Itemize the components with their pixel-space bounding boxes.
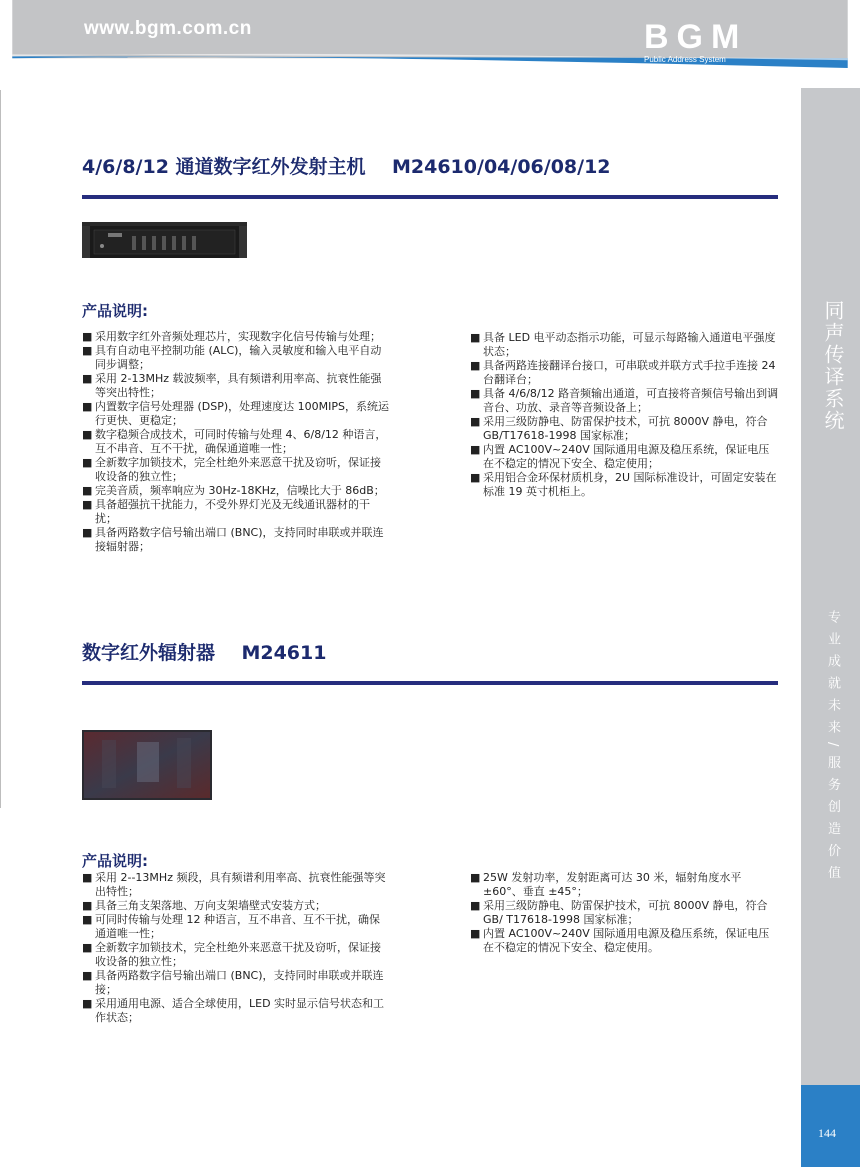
website-url[interactable]: www.bgm.com.cn bbox=[84, 18, 252, 39]
logo-text: BGM bbox=[644, 18, 748, 56]
list-item: ■ 具备两路数字信号输出端口 (BNC)，支持同时串联或并联连接； bbox=[82, 969, 390, 997]
transmitter-device-image bbox=[82, 222, 247, 262]
section1-subtitle: 产品说明: bbox=[82, 302, 148, 320]
list-item: ■ 数字稳频合成技术，可同时传输与处理 4、6/8/12 种语言，互不串音、互不干扰，确保通道唯一性； bbox=[82, 428, 390, 456]
list-item: ■ 内置 AC100V~240V 国际通用电源及稳压系统，保证电压在不稳定的情况下安全、稳定使用。 bbox=[470, 927, 780, 955]
section1-left-list bbox=[82, 330, 390, 554]
section1-rule bbox=[82, 195, 778, 199]
list-item: ■ 内置数字信号处理器 (DSP)，处理速度达 100MIPS，系统运行更快、更稳定； bbox=[82, 400, 390, 428]
logo-subtitle: Public Address System bbox=[644, 55, 726, 64]
list-item: ■ 具备 4/6/8/12 路音频输出通道，可直接将音频信号输出到调音台、功放、录音等音频设备上； bbox=[470, 387, 780, 415]
radiator-device-image bbox=[82, 730, 212, 800]
brand-logo bbox=[644, 18, 748, 64]
page-number: 144 bbox=[818, 1126, 836, 1140]
list-item: ■ 采用数字红外音频处理芯片，实现数字化信号传输与处理； bbox=[82, 330, 390, 344]
section2-right-list bbox=[470, 871, 780, 955]
list-item: ■ 采用三级防静电、防雷保护技术，可抗 8000V 静电，符合 GB/ T17618-1998 国家标准； bbox=[470, 899, 780, 927]
list-item: ■ 具备 LED 电平动态指示功能，可显示每路输入通道电平强度状态； bbox=[470, 331, 780, 359]
list-item: ■ 25W 发射功率，发射距离可达 30 米，辐射角度水平 ±60°、垂直 ±45°； bbox=[470, 871, 780, 899]
list-item: ■ 具有自动电平控制功能 (ALC)，输入灵敏度和输入电平自动同步调整； bbox=[82, 344, 390, 372]
list-item: ■ 采用三级防静电、防雷保护技术，可抗 8000V 静电，符合 GB/T17618-1998 国家标准； bbox=[470, 415, 780, 443]
section2-rule bbox=[82, 681, 778, 685]
list-item: ■ 具备两路连接翻译台接口，可串联或并联方式手拉手连接 24 台翻译台； bbox=[470, 359, 780, 387]
sidebar-title: 同声传译系统 bbox=[821, 300, 845, 432]
section2-left-list bbox=[82, 871, 390, 1025]
list-item: ■ 全新数字加锁技术，完全杜绝外来恶意干扰及窃听，保证接收设备的独立性； bbox=[82, 456, 390, 484]
list-item: ■ 全新数字加锁技术，完全杜绝外来恶意干扰及窃听，保证接收设备的独立性； bbox=[82, 941, 390, 969]
list-item: ■ 完美音质，频率响应为 30Hz-18KHz，信噪比大于 86dB； bbox=[82, 484, 390, 498]
section2-title: 数字红外辐射器 M24611 bbox=[82, 642, 327, 664]
list-item: ■ 具备三角支架落地、万向支架墙壁式安装方式； bbox=[82, 899, 390, 913]
list-item: ■ 可同时传输与处理 12 种语言，互不串音、互不干扰，确保通道唯一性； bbox=[82, 913, 390, 941]
list-item: ■ 具备超强抗干扰能力，不受外界灯光及无线通讯器材的干扰； bbox=[82, 498, 390, 526]
list-item: ■ 采用 2-13MHz 载波频率，具有频谱利用率高、抗衰性能强等突出特性； bbox=[82, 372, 390, 400]
section2-subtitle: 产品说明: bbox=[82, 852, 148, 870]
sidebar-slogan: 专业成就未来/服务创造价值 bbox=[825, 610, 840, 888]
list-item: ■ 采用 2--13MHz 频段，具有频谱利用率高、抗衰性能强等突出特性； bbox=[82, 871, 390, 899]
section1-right-list bbox=[470, 331, 780, 499]
left-margin-line bbox=[0, 90, 1, 808]
list-item: ■ 采用通用电源、适合全球使用，LED 实时显示信号状态和工作状态； bbox=[82, 997, 390, 1025]
list-item: ■ 采用铝合金环保材质机身，2U 国际标准设计，可固定安装在标准 19 英寸机柜上。 bbox=[470, 471, 780, 499]
section1-title: 4/6/8/12 通道数字红外发射主机 M24610/04/06/08/12 bbox=[82, 156, 611, 178]
list-item: ■ 具备两路数字信号输出端口 (BNC)，支持同时串联或并联连接辐射器； bbox=[82, 526, 390, 554]
list-item: ■ 内置 AC100V~240V 国际通用电源及稳压系统，保证电压在不稳定的情况下安全、稳定使用； bbox=[470, 443, 780, 471]
